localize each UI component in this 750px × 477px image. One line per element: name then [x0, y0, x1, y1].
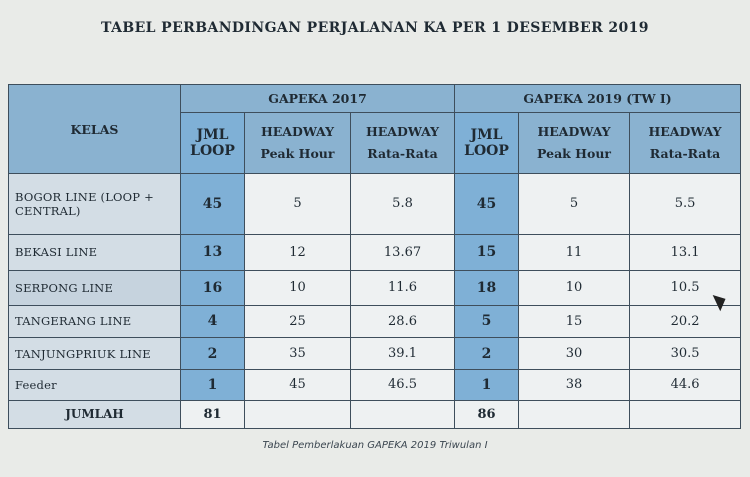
row-kelas: BEKASI LINE	[9, 234, 181, 270]
empty-cell	[351, 400, 455, 428]
row-kelas: TANJUNGPRIUK LINE	[9, 337, 181, 369]
jml-loop-2019: 18	[455, 271, 519, 305]
row-kelas: TANGERANG LINE	[9, 305, 181, 337]
rata-2019: 20.2	[630, 305, 741, 337]
headway-label: HEADWAY	[537, 123, 611, 139]
headway-label: HEADWAY	[260, 123, 335, 139]
rata-rata-label: Rata-Rata	[367, 146, 438, 162]
jml-loop-2019: 15	[455, 234, 519, 270]
table-title: TABEL PERBANDINGAN PERJALANAN KA PER 1 DESEMBER 2019	[101, 20, 649, 36]
gapeka-2019-header: GAPEKA 2019 (TW I)	[455, 85, 741, 113]
jml-loop-2017: 2	[181, 337, 245, 369]
jml-loop-2017-header	[181, 113, 245, 174]
table-row	[9, 234, 741, 270]
peak-hour-label: Peak Hour	[260, 146, 335, 162]
rata-2017: 46.5	[351, 370, 455, 400]
jml-loop-2019: 45	[455, 174, 519, 235]
peak-2017: 12	[245, 234, 351, 270]
jumlah-2019: 86	[455, 400, 519, 428]
headway-rata-2017-header	[351, 113, 455, 174]
jml-loop-2017: 4	[181, 305, 245, 337]
jml-loop-2017: 1	[181, 370, 245, 400]
table-row	[9, 305, 741, 337]
loop-label: LOOP	[190, 143, 235, 160]
jml-loop-2017: 45	[181, 174, 245, 235]
jml-loop-2019-header	[455, 113, 519, 174]
table-row	[9, 337, 741, 369]
comparison-table-container	[8, 84, 740, 429]
rata-rata-label: Rata-Rata	[649, 146, 721, 162]
empty-cell	[630, 400, 741, 428]
headway-label: HEADWAY	[648, 123, 722, 139]
peak-2019: 15	[519, 305, 630, 337]
rata-2019: 10.5	[630, 271, 741, 305]
empty-cell	[245, 400, 351, 428]
table-row	[9, 174, 741, 235]
jml-loop-2019: 2	[455, 337, 519, 369]
peak-2019: 30	[519, 337, 630, 369]
row-kelas: SERPONG LINE	[9, 271, 181, 305]
kelas-header: KELAS	[9, 85, 181, 174]
table-caption: Tabel Pemberlakuan GAPEKA 2019 Triwulan I	[262, 440, 488, 451]
gapeka-2017-header: GAPEKA 2017	[181, 85, 455, 113]
peak-2019: 38	[519, 370, 630, 400]
rata-2017: 28.6	[351, 305, 455, 337]
peak-2017: 5	[245, 174, 351, 235]
rata-2019: 30.5	[630, 337, 741, 369]
headway-peak-2017-header	[245, 113, 351, 174]
peak-2019: 5	[519, 174, 630, 235]
jml-label: JML	[196, 127, 229, 144]
rata-2017: 13.67	[351, 234, 455, 270]
headway-rata-2019-header	[630, 113, 741, 174]
jml-loop-2019: 1	[455, 370, 519, 400]
rata-2019: 5.5	[630, 174, 741, 235]
rata-2019: 13.1	[630, 234, 741, 270]
rata-2019: 44.6	[630, 370, 741, 400]
peak-2017: 35	[245, 337, 351, 369]
jml-loop-2019: 5	[455, 305, 519, 337]
jml-loop-2017: 13	[181, 234, 245, 270]
jumlah-label: JUMLAH	[9, 400, 181, 428]
peak-2017: 10	[245, 271, 351, 305]
peak-2017: 25	[245, 305, 351, 337]
loop-label: LOOP	[464, 143, 509, 160]
empty-cell	[519, 400, 630, 428]
row-kelas: BOGOR LINE (LOOP + CENTRAL)	[9, 174, 181, 235]
total-row	[9, 400, 741, 428]
rata-2017: 5.8	[351, 174, 455, 235]
peak-2017: 45	[245, 370, 351, 400]
jml-label: JML	[470, 127, 503, 144]
table-row	[9, 370, 741, 400]
peak-2019: 10	[519, 271, 630, 305]
headway-label: HEADWAY	[365, 123, 440, 139]
peak-2019: 11	[519, 234, 630, 270]
rata-2017: 39.1	[351, 337, 455, 369]
rata-2017: 11.6	[351, 271, 455, 305]
peak-hour-label: Peak Hour	[537, 146, 611, 162]
table-row	[9, 271, 741, 305]
jml-loop-2017: 16	[181, 271, 245, 305]
comparison-table	[8, 84, 741, 429]
jumlah-2017: 81	[181, 400, 245, 428]
headway-peak-2019-header	[519, 113, 630, 174]
row-kelas: Feeder	[9, 370, 181, 400]
